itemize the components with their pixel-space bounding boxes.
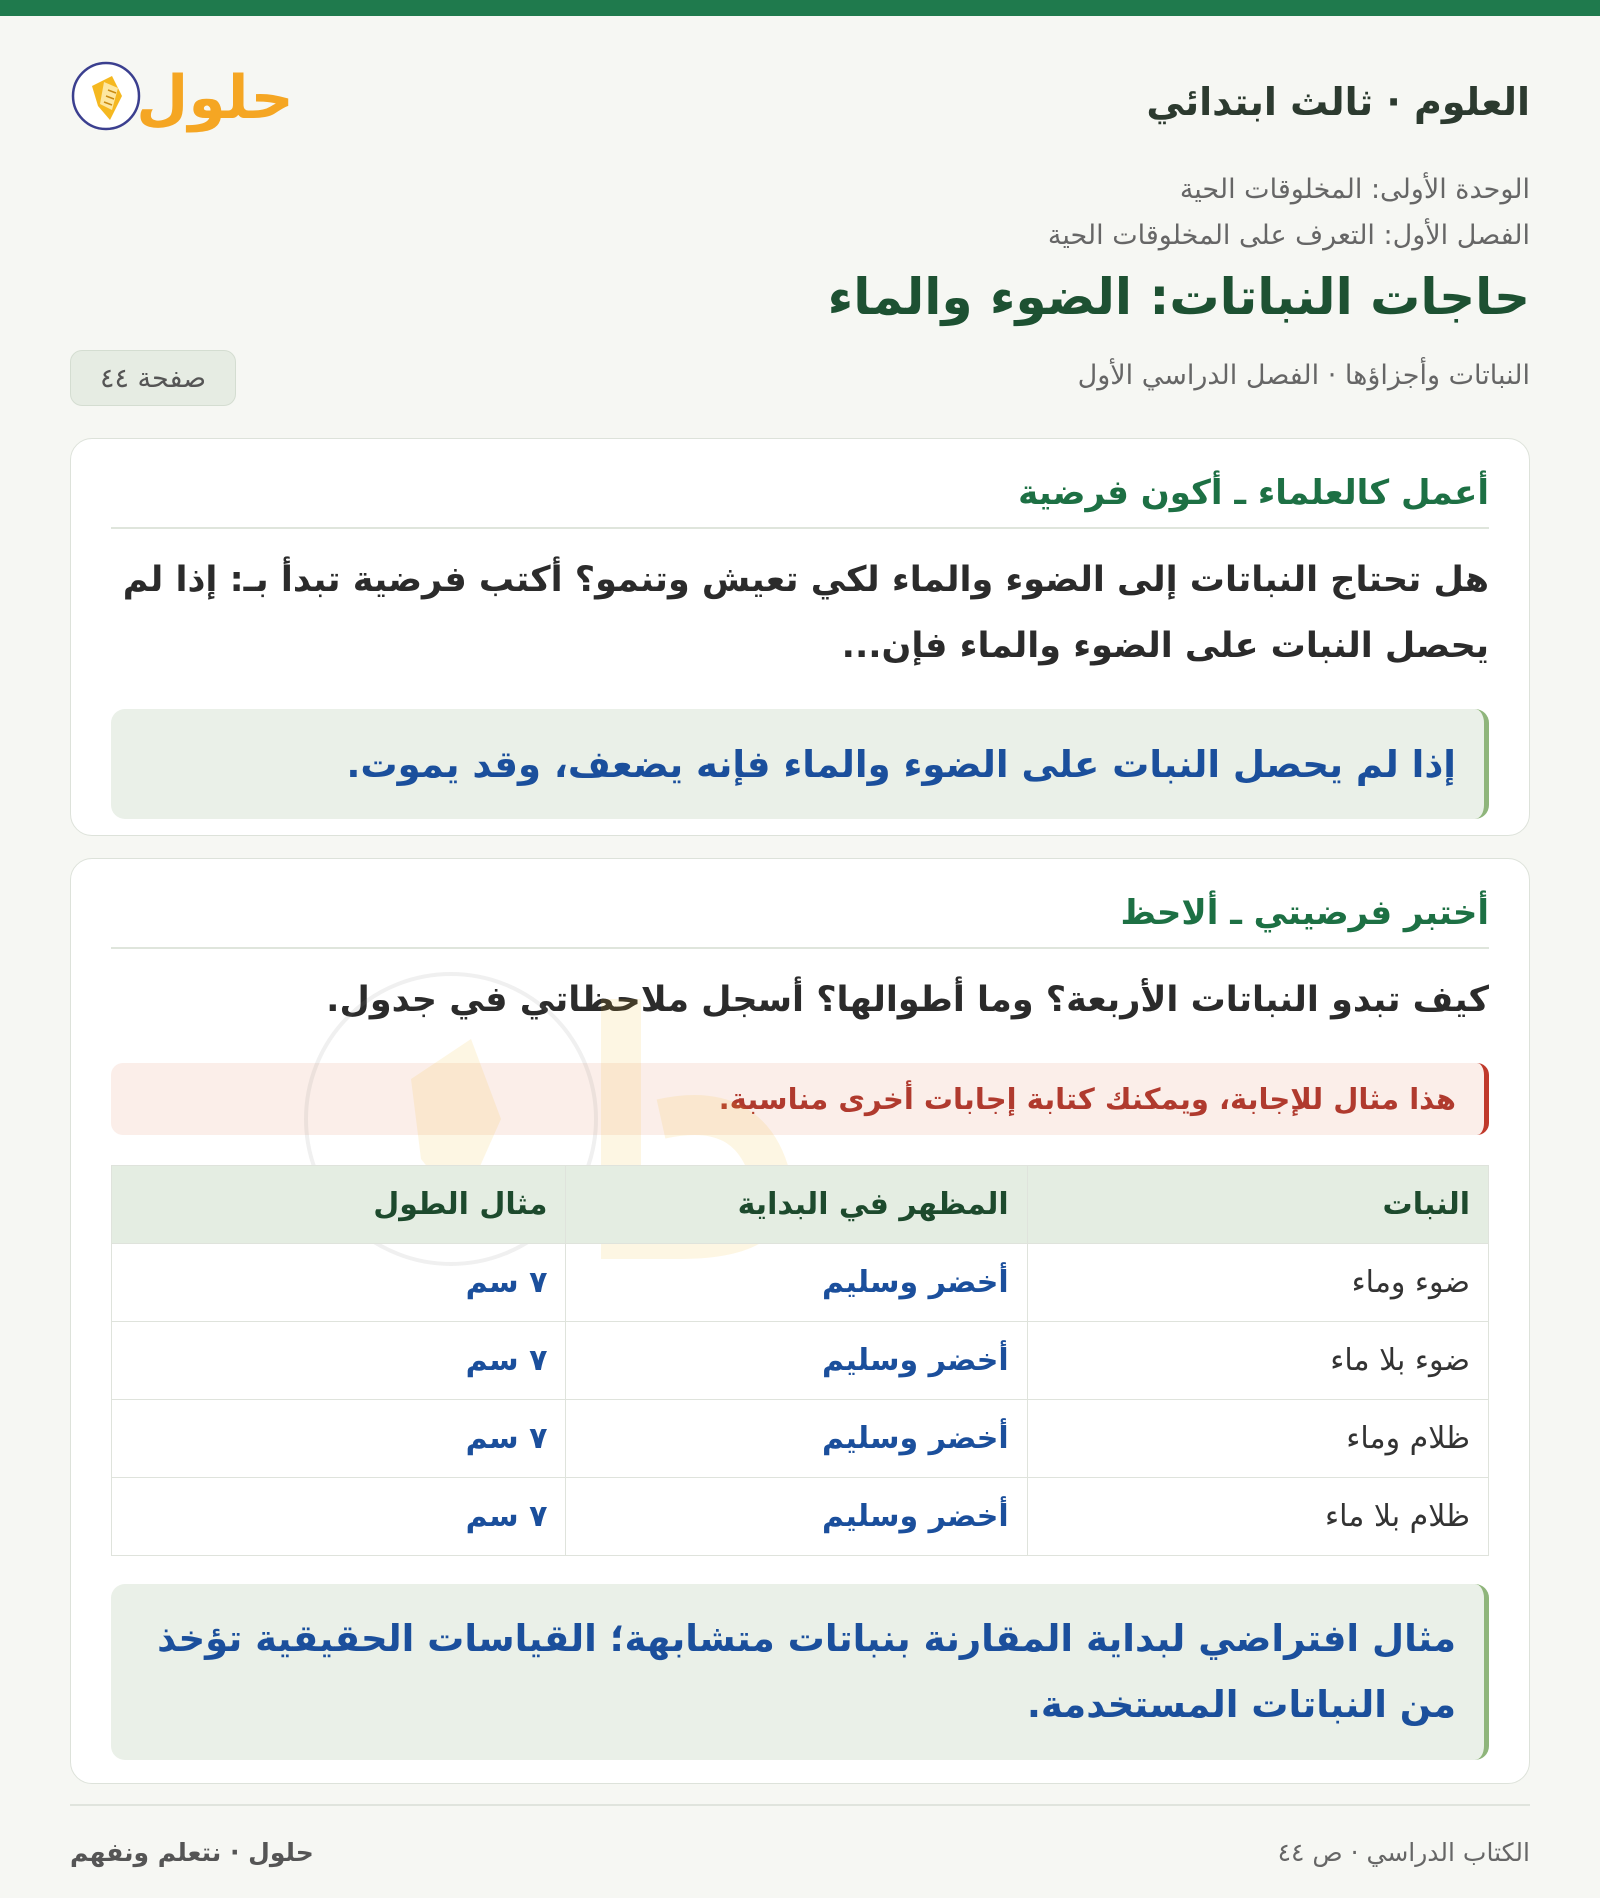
length-cell: ٧ سم: [112, 1244, 566, 1322]
length-cell: ٧ سم: [112, 1478, 566, 1556]
appearance-cell: أخضر وسليم: [566, 1400, 1027, 1478]
observation-card: [70, 858, 1530, 1784]
table-header-row: [112, 1166, 1489, 1244]
unit-label: الوحدة الأولى: المخلوقات الحية: [1179, 174, 1530, 205]
logo-icon: [70, 46, 330, 146]
section-heading: أعمل كالعلماء ـ أكون فرضية: [111, 439, 1489, 529]
column-header: مثال الطول: [112, 1166, 566, 1244]
page-number-badge: صفحة ٤٤: [70, 350, 236, 406]
table-row: [112, 1478, 1489, 1556]
plant-cell: ضوء وماء: [1027, 1244, 1488, 1322]
answer-box: إذا لم يحصل النبات على الضوء والماء فإنه يضعف، وقد يموت.: [111, 709, 1489, 819]
length-cell: ٧ سم: [112, 1322, 566, 1400]
footer-divider: [70, 1804, 1530, 1806]
length-cell: ٧ سم: [112, 1400, 566, 1478]
example-note: هذا مثال للإجابة، ويمكنك كتابة إجابات أخرى مناسبة.: [111, 1063, 1489, 1135]
table-row: [112, 1400, 1489, 1478]
lesson-meta: النباتات وأجزاؤها · الفصل الدراسي الأول: [1077, 360, 1530, 391]
hypothesis-card: [70, 438, 1530, 836]
footer-source: الكتاب الدراسي · ص ٤٤: [1277, 1838, 1530, 1867]
question-text: هل تحتاج النباتات إلى الضوء والماء لكي تعيش وتنمو؟ أكتب فرضية تبدأ بـ: إذا لم يحصل النبات على الضوء والماء فإن...: [122, 560, 1489, 666]
table-row: [112, 1244, 1489, 1322]
svg-text:حلول: حلول: [136, 63, 294, 133]
page: [70, 16, 1530, 1898]
question-text: كيف تبدو النباتات الأربعة؟ وما أطوالها؟ أسجل ملاحظاتي في جدول.: [326, 980, 1489, 1020]
chapter-label: الفصل الأول: التعرف على المخلوقات الحية: [1047, 220, 1530, 251]
section-heading: أختبر فرضيتي ـ ألاحظ: [111, 859, 1489, 949]
column-header: المظهر في البداية: [566, 1166, 1027, 1244]
plant-cell: ضوء بلا ماء: [1027, 1322, 1488, 1400]
appearance-cell: أخضر وسليم: [566, 1478, 1027, 1556]
table-row: [112, 1322, 1489, 1400]
subject-title: العلوم · ثالث ابتدائي: [1146, 80, 1530, 124]
plant-cell: ظلام وماء: [1027, 1400, 1488, 1478]
appearance-cell: أخضر وسليم: [566, 1322, 1027, 1400]
column-header: النبات: [1027, 1166, 1488, 1244]
answer-box: مثال افتراضي لبداية المقارنة بنباتات متشابهة؛ القياسات الحقيقية تؤخذ من النباتات المستخدمة.: [111, 1584, 1489, 1760]
hulul-logo[interactable]: [70, 46, 330, 146]
page-header: [70, 16, 1530, 426]
appearance-cell: أخضر وسليم: [566, 1244, 1027, 1322]
top-accent-bar: [0, 0, 1600, 16]
page-title: حاجات النباتات: الضوء والماء: [827, 268, 1530, 326]
plant-cell: ظلام بلا ماء: [1027, 1478, 1488, 1556]
footer-brand[interactable]: حلول · نتعلم ونفهم: [70, 1838, 314, 1867]
observation-table: [111, 1165, 1489, 1556]
